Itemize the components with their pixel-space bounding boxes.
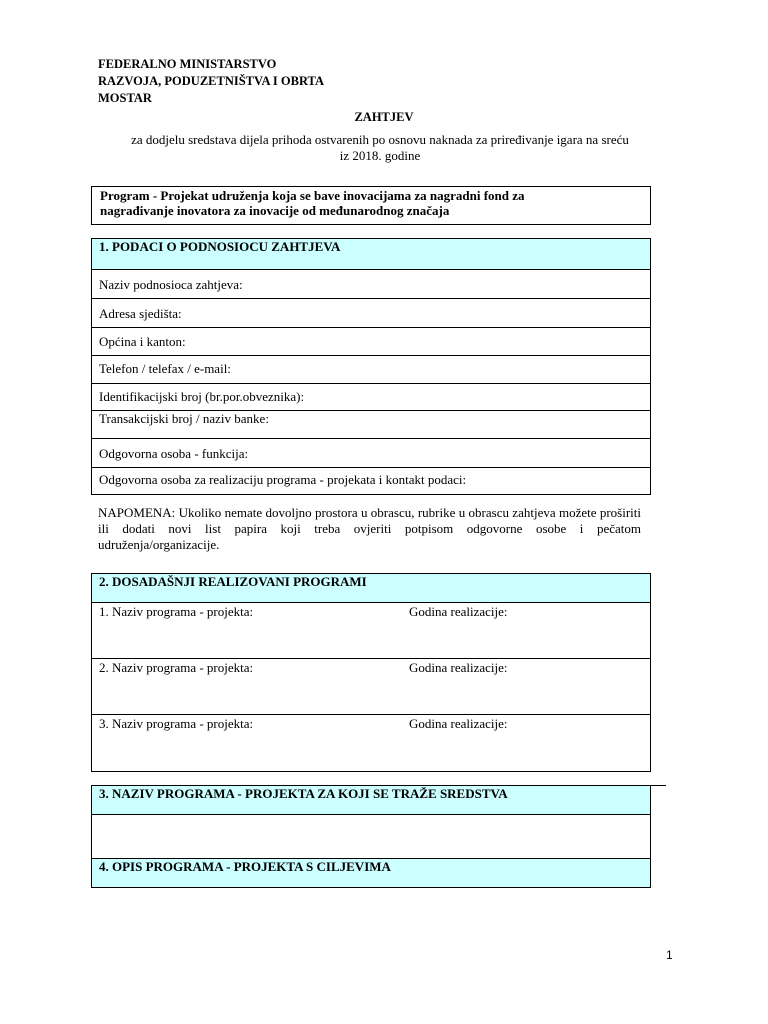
section4-heading: 4. OPIS PROGRAMA - PROJEKTA S CILJEVIMA xyxy=(92,859,651,888)
note-text: NAPOMENA: Ukoliko nemate dovoljno prostora u obrascu, rubrike u obrascu zahtjeva možete proširiti ili dodati novi list papira koji treba ovjeriti potpisom odgovorne osobe i pečatom udruženja/organizacije. xyxy=(98,505,641,552)
subtitle-line2: iz 2018. godine xyxy=(339,148,421,163)
past-program-year-label: Godina realizacije: xyxy=(409,716,508,731)
field-phone-email[interactable]: Telefon / telefax / e-mail: xyxy=(92,356,651,384)
page-number: 1 xyxy=(666,948,673,962)
past-program-year-label: Godina realizacije: xyxy=(409,604,508,619)
program-box xyxy=(91,186,651,225)
section2-heading: 2. DOSADAŠNJI REALIZOVANI PROGRAMI xyxy=(92,574,651,603)
field-responsible-person[interactable]: Odgovorna osoba - funkcija: xyxy=(92,439,651,468)
ministry-city: MOSTAR xyxy=(98,91,152,105)
field-applicant-name[interactable]: Naziv podnosioca zahtjeva: xyxy=(92,270,651,299)
section1-heading: 1. PODACI O PODNOSIOCU ZAHTJEVA xyxy=(92,239,651,270)
ministry-name-line1: FEDERALNO MINISTARSTVO xyxy=(98,57,277,71)
document-subtitle xyxy=(90,132,670,164)
document-title: ZAHTJEV xyxy=(354,110,414,124)
program-line2: nagrađivanje inovatora za inovacije od međunarodnog značaja xyxy=(100,203,450,218)
field-bank-account[interactable]: Transakcijski broj / naziv banke: xyxy=(92,411,651,439)
past-program-name-label: 1. Naziv programa - projekta: xyxy=(99,604,254,619)
subtitle-line1: za dodjelu sredstava dijela prihoda ostvarenih po osnovu naknada za priređivanje igara na sreću xyxy=(131,132,629,147)
field-municipality[interactable]: Općina i kanton: xyxy=(92,328,651,356)
section1-table xyxy=(91,238,651,495)
past-program-name-label: 2. Naziv programa - projekta: xyxy=(99,660,254,675)
past-program-row-1[interactable] xyxy=(92,603,651,659)
section3-4-table xyxy=(91,785,651,888)
past-program-year-label: Godina realizacije: xyxy=(409,660,508,675)
field-contact-person[interactable]: Odgovorna osoba za realizaciju programa - projekata i kontakt podaci: xyxy=(92,468,651,495)
past-program-row-2[interactable] xyxy=(92,659,651,715)
section2-table xyxy=(91,573,651,772)
field-address[interactable]: Adresa sjedišta: xyxy=(92,299,651,328)
past-program-name-label: 3. Naziv programa - projekta: xyxy=(99,716,254,731)
field-id-number[interactable]: Identifikacijski broj (br.por.obveznika): xyxy=(92,384,651,411)
ministry-name-line2: RAZVOJA, PODUZETNIŠTVA I OBRTA xyxy=(98,74,324,88)
divider-line xyxy=(651,785,666,786)
program-line1: Program - Projekat udruženja koja se bave inovacijama za nagradni fond za xyxy=(100,188,525,203)
program-name-input-area[interactable] xyxy=(92,815,651,859)
section3-heading: 3. NAZIV PROGRAMA - PROJEKTA ZA KOJI SE TRAŽE SREDSTVA xyxy=(92,786,651,815)
past-program-row-3[interactable] xyxy=(92,715,651,772)
